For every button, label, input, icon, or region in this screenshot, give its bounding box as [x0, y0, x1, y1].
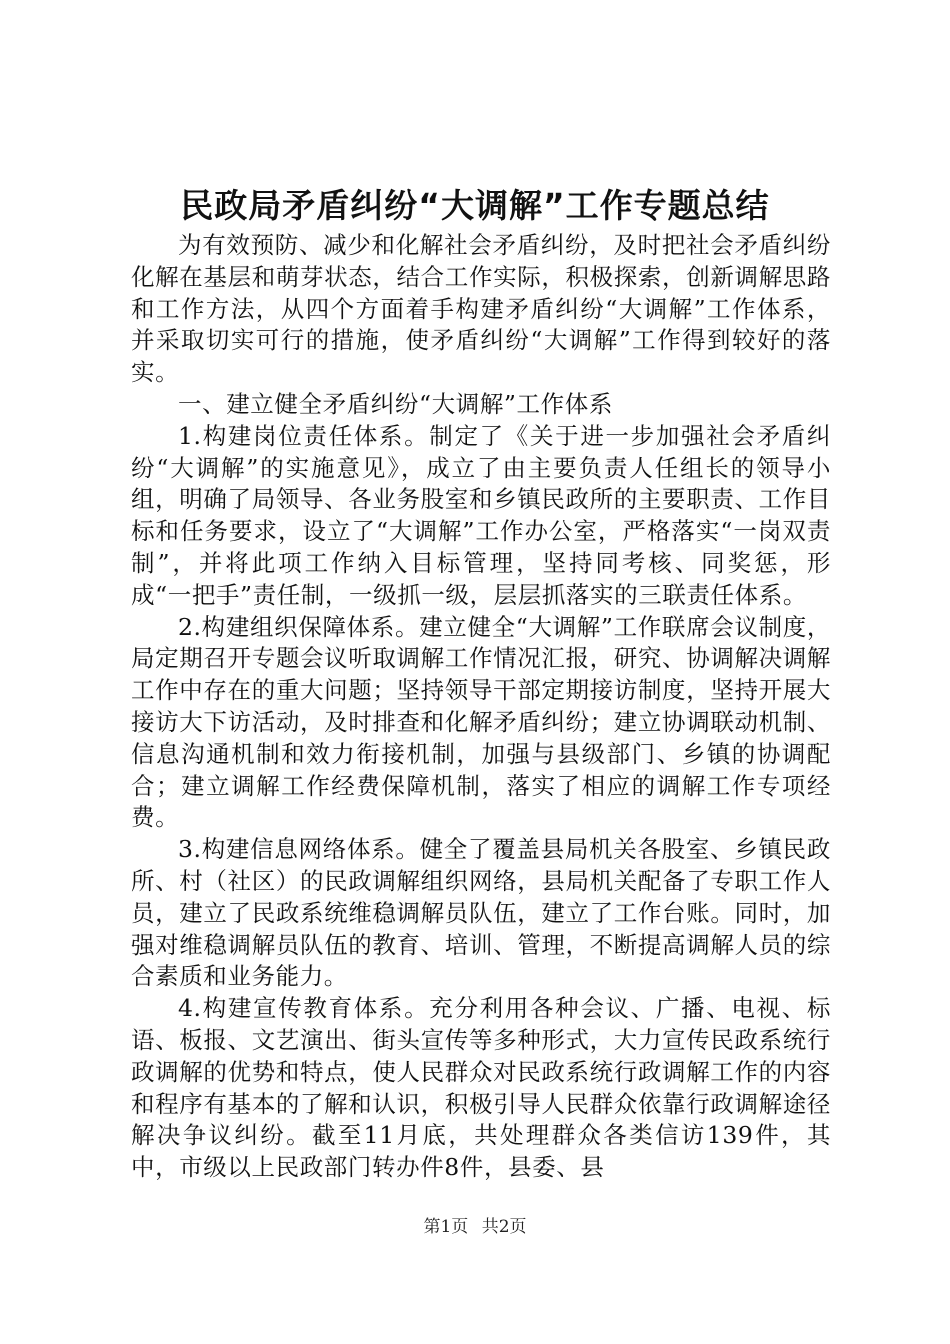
section-heading: 一、建立健全矛盾纠纷“大调解”工作体系	[178, 389, 613, 418]
page-footer	[0, 1216, 950, 1238]
document-title: 民政局矛盾纠纷“大调解”工作专题总结	[180, 186, 770, 225]
total-pages: 共2页	[481, 1217, 527, 1237]
paragraph-post-responsibility: 1.构建岗位责任体系。制定了《关于进一步加强社会矛盾纠纷“大调解”的实施意见》，成立了由主要负责人任组长的领导小组，明确了局领导、各业务股室和乡镇民政所的主要职责、工作目标和任务要求，设立了“大调解”工作办公室，严格落实“一岗双责制”，并将此项工作纳入目标管理，坚持同考核、同奖惩，形成“一把手”责任制，一级抓一级，层层抓落实的三联责任体系。	[131, 421, 831, 609]
document-body	[131, 230, 831, 1184]
intro-paragraph: 为有效预防、减少和化解社会矛盾纠纷，及时把社会矛盾纠纷化解在基层和萌芽状态，结合工作实际，积极探索，创新调解思路和工作方法，从四个方面着手构建矛盾纠纷“大调解”工作体系，并采取切实可行的措施，使矛盾纠纷“大调解”工作得到较好的落实。	[131, 231, 831, 387]
paragraph-publicity-education: 4.构建宣传教育体系。充分利用各种会议、广播、电视、标语、板报、文艺演出、街头宣传等多种形式，大力宣传民政系统行政调解的优势和特点，使人民群众对民政系统行政调解工作的内容和程序有基本的了解和认识，积极引导人民群众依靠行政调解途径解决争议纠纷。截至11月底，共处理群众各类信访139件，其中，市级以上民政部门转办件8件，县委、县	[131, 994, 831, 1182]
current-page-number: 第1页	[423, 1217, 469, 1237]
paragraph-information-network: 3.构建信息网络体系。健全了覆盖县局机关各股室、乡镇民政所、村（社区）的民政调解组织网络，县局机关配备了专职工作人员，建立了民政系统维稳调解员队伍，建立了工作台账。同时，加强对维稳调解员队伍的教育、培训、管理，不断提高调解人员的综合素质和业务能力。	[131, 835, 831, 991]
paragraph-organization-guarantee: 2.构建组织保障体系。建立健全“大调解”工作联席会议制度，局定期召开专题会议听取调解工作情况汇报，研究、协调解决调解工作中存在的重大问题；坚持领导干部定期接访制度，坚持开展大接访大下访活动，及时排查和化解矛盾纠纷；建立协调联动机制、信息沟通机制和效力衔接机制，加强与县级部门、乡镇的协调配合；建立调解工作经费保障机制，落实了相应的调解工作专项经费。	[131, 612, 831, 832]
